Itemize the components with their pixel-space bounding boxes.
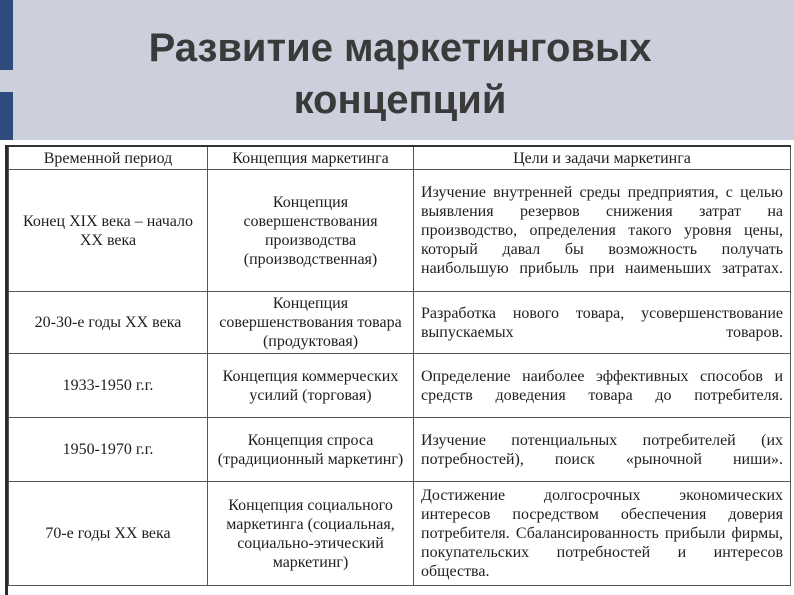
slide-title-line-1: Развитие маркетинговых — [148, 26, 652, 70]
concept-cell: Концепция совершенствования товара (продуктовая) — [208, 292, 414, 354]
concept-cell: Концепция спроса (традиционный маркетинг) — [208, 418, 414, 482]
column-header-period: Временной период — [9, 146, 208, 170]
goals-cell: Определение наиболее эффективных способов и средств доведения товара до потребителя. — [414, 354, 791, 418]
concepts-table-container — [5, 145, 793, 595]
header-accent-bar-bottom — [0, 92, 13, 140]
table-row — [9, 482, 791, 586]
concept-cell: Концепция социального маркетинга (социальная, социально-этический маркетинг) — [208, 482, 414, 586]
goals-cell: Достижение долгосрочных экономических интересов посредством обеспечения доверия потребителя. Сбалансированность прибыли фирмы, покупательских потребностей и интересов общества. — [414, 482, 791, 586]
table-row — [9, 354, 791, 418]
period-cell: 70-е годы XX века — [9, 482, 208, 586]
goals-cell: Разработка нового товара, усовершенствование выпускаемых товаров. — [414, 292, 791, 354]
slide-header — [0, 0, 794, 140]
column-header-goals: Цели и задачи маркетинга — [414, 146, 791, 170]
period-cell: 1950-1970 г.г. — [9, 418, 208, 482]
header-accent-bar-top — [0, 0, 13, 70]
concepts-table — [8, 145, 791, 586]
slide-title — [100, 22, 700, 126]
period-cell: Конец XIX века – начало XX века — [9, 170, 208, 292]
table-row — [9, 292, 791, 354]
table-header-row — [9, 146, 791, 170]
period-cell: 1933-1950 г.г. — [9, 354, 208, 418]
slide-title-line-2: концепций — [293, 78, 507, 122]
table-row — [9, 418, 791, 482]
concept-cell: Концепция коммерческих усилий (торговая) — [208, 354, 414, 418]
table-row — [9, 170, 791, 292]
period-cell: 20-30-е годы XX века — [9, 292, 208, 354]
column-header-concept: Концепция маркетинга — [208, 146, 414, 170]
goals-cell: Изучение внутренней среды предприятия, с целью выявления резервов снижения затрат на производство, определения такого уровня цены, который давал бы возможность получать наибольшую прибыль при наименьших затратах. — [414, 170, 791, 292]
goals-cell: Изучение потенциальных потребителей (их потребностей), поиск «рыночной ниши». — [414, 418, 791, 482]
concept-cell: Концепция совершенствования производства (производственная) — [208, 170, 414, 292]
